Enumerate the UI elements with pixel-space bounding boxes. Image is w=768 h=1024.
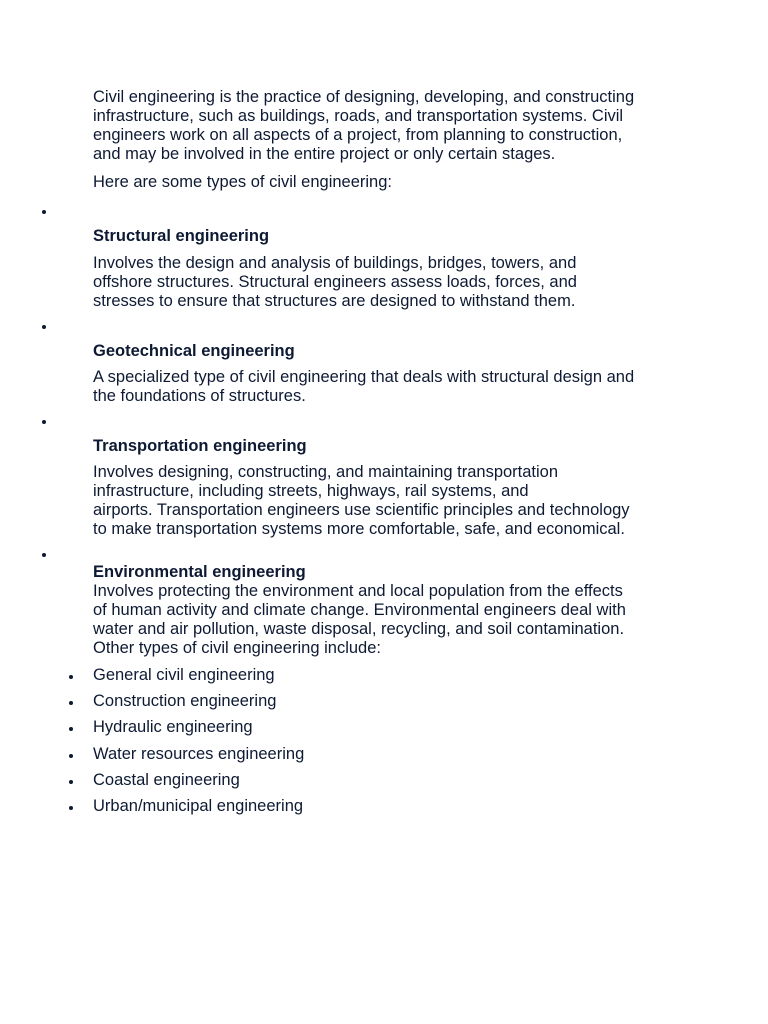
text-line: Other types of civil engineering include: — [93, 639, 381, 657]
bullet-icon — [69, 780, 75, 786]
section-heading-structural: Structural engineering — [93, 227, 270, 245]
bullet-icon — [69, 754, 75, 760]
text-line: A specialized type of civil engineering that deals with structural design and — [93, 368, 635, 386]
text-line: airports. Transportation engineers use scientific principles and technology — [93, 501, 630, 519]
list-item-label: Hydraulic engineering — [93, 718, 253, 736]
bullet-icon — [42, 325, 48, 331]
section-body-structural — [93, 254, 693, 311]
text-line: engineers work on all aspects of a project, from planning to construction, — [93, 126, 623, 144]
bullet-icon — [42, 553, 48, 559]
list-item-label: Water resources engineering — [93, 745, 305, 763]
bullet-icon — [69, 701, 75, 707]
text-line: stresses to ensure that structures are designed to withstand them. — [93, 292, 576, 310]
text-line: infrastructure, including streets, highways, rail systems, and — [93, 482, 529, 500]
text-line: the foundations of structures. — [93, 387, 306, 405]
section-body-geotechnical — [93, 368, 693, 406]
lead-in-text: Here are some types of civil engineering: — [93, 173, 392, 191]
text-line: infrastructure, such as buildings, roads, and transportation systems. Civil — [93, 107, 624, 125]
text-line: Involves designing, constructing, and maintaining transportation — [93, 463, 559, 481]
text-line: and may be involved in the entire project or only certain stages. — [93, 145, 556, 163]
bullet-icon — [42, 210, 48, 216]
list-item-label: General civil engineering — [93, 666, 275, 684]
text-line: of human activity and climate change. Environmental engineers deal with — [93, 601, 626, 619]
section-heading-transportation: Transportation engineering — [93, 437, 307, 455]
intro-paragraph — [93, 88, 693, 164]
bullet-icon — [69, 675, 75, 681]
text-line: water and air pollution, waste disposal, recycling, and soil contamination. — [93, 620, 625, 638]
text-line: to make transportation systems more comfortable, safe, and economical. — [93, 520, 625, 538]
bullet-icon — [42, 420, 48, 426]
list-item-label: Coastal engineering — [93, 771, 240, 789]
section-heading-environmental: Environmental engineering — [93, 563, 306, 581]
section-heading-geotechnical: Geotechnical engineering — [93, 342, 295, 360]
list-item-label: Urban/municipal engineering — [93, 797, 304, 815]
text-line: offshore structures. Structural engineers assess loads, forces, and — [93, 273, 577, 291]
text-line: Involves the design and analysis of buildings, bridges, towers, and — [93, 254, 577, 272]
text-line: Civil engineering is the practice of designing, developing, and constructing — [93, 88, 635, 106]
list-item-label: Construction engineering — [93, 692, 277, 710]
section-body-transportation — [93, 463, 693, 539]
bullet-icon — [69, 806, 75, 812]
section-body-environmental — [93, 582, 693, 658]
text-line: Involves protecting the environment and local population from the effects — [93, 582, 623, 600]
bullet-icon — [69, 727, 75, 733]
